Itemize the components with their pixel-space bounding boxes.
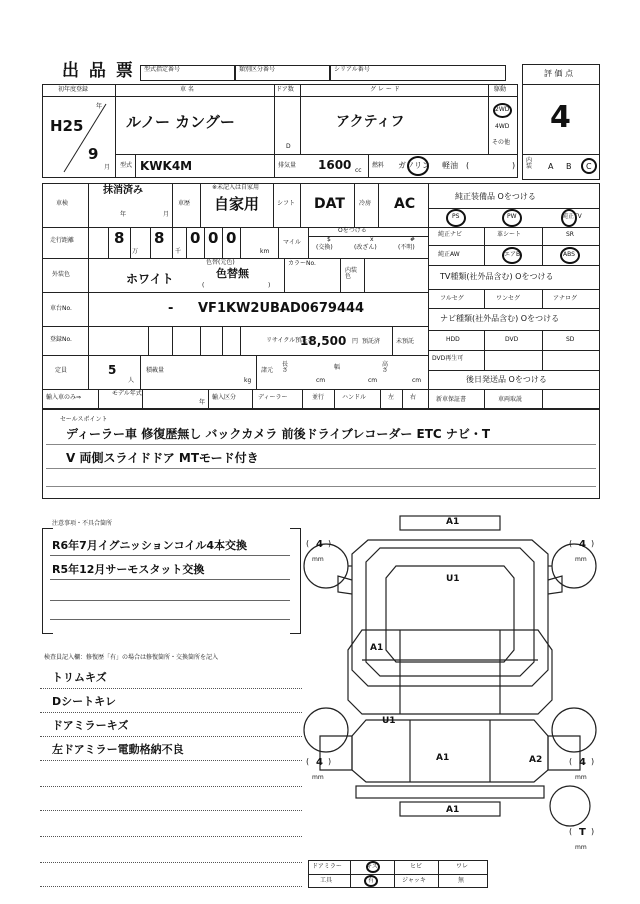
- eq-pw: PW: [507, 213, 517, 220]
- shift-value: DAT: [314, 196, 345, 212]
- eq-tv: 純正TV: [562, 213, 582, 220]
- interior-b: B: [566, 162, 572, 171]
- damage-mark-left-side: A1: [370, 643, 384, 653]
- inspection-year-unit: 年: [120, 211, 127, 218]
- spare-tire-unit: mm: [575, 844, 587, 851]
- tire-rr-unit: mm: [575, 774, 587, 781]
- mileage-digit-3: 0: [190, 229, 201, 247]
- month-suffix: 月: [104, 164, 111, 171]
- capacity-value: 5: [108, 363, 117, 377]
- eval-score: 4: [550, 100, 571, 135]
- length-label: 長さ: [282, 361, 289, 374]
- mileage-c1: (交換): [316, 244, 333, 251]
- tools-present: 有: [368, 877, 375, 884]
- recycle-value: 18,500: [300, 334, 347, 348]
- eq-airbag: エアB: [504, 251, 521, 258]
- damage-mark-side-trim: U1: [382, 716, 396, 726]
- spare-tire-mark: T: [579, 827, 586, 838]
- ac-value: AC: [394, 196, 416, 212]
- navi-label: ナビ種類(社外品含む) Oをつける: [440, 314, 560, 323]
- inspection-month-unit: 月: [163, 211, 170, 218]
- tools-label: 工具: [320, 877, 333, 884]
- jack-label: ジャッキ: [402, 877, 426, 884]
- grade-value: アクティフ: [336, 114, 405, 130]
- tire-fl-paren-close: ): [328, 539, 332, 548]
- repaint-paren-open: (: [202, 282, 205, 289]
- import-year-unit: 年: [199, 399, 206, 406]
- mileage-c2-mark: x: [370, 236, 374, 243]
- tire-fl-depth: 4: [316, 539, 323, 550]
- car-name-value: ルノー カングー: [126, 113, 235, 131]
- eq-leather: 革シート: [497, 231, 522, 238]
- interior-c-circle: [581, 158, 597, 174]
- mileage-unit-man: 万: [132, 248, 139, 255]
- displacement-label: 排気量: [278, 162, 297, 169]
- mileage-c3: (不明): [398, 244, 415, 251]
- tire-fl-paren-open: (: [306, 539, 310, 548]
- navi-hdd: HDD: [446, 336, 460, 343]
- tv-analog: アナログ: [553, 295, 578, 302]
- capacity-label: 定員: [55, 367, 68, 374]
- tire-rr-depth: 4: [579, 757, 586, 768]
- interior-a: A: [548, 162, 554, 171]
- chassis-dash: -: [168, 301, 174, 316]
- spare-paren-close: ): [591, 827, 595, 836]
- car-damage-diagram: [300, 510, 600, 840]
- jack-none: 無: [458, 877, 465, 884]
- tire-fr-unit: mm: [575, 556, 587, 563]
- serial-label: シリアル番号: [334, 66, 370, 73]
- eq-ps-circle: [446, 209, 466, 227]
- grade-label: グ レ ー ド: [370, 86, 400, 93]
- handle-right: 右: [410, 394, 417, 401]
- color-value: ホワイト: [126, 272, 174, 286]
- tv-fullseg: フルセグ: [440, 295, 464, 302]
- interior-label: 内装: [526, 157, 533, 170]
- tire-fr-depth: 4: [579, 539, 586, 550]
- history-value: 自家用: [214, 195, 260, 213]
- displacement-unit: cc: [355, 167, 362, 174]
- notes-line-1: R6年7月イグニッションコイル4本交換: [52, 539, 248, 552]
- dvd-label: DVD再生可: [432, 355, 464, 362]
- tire-rl-unit: mm: [312, 774, 324, 781]
- tire-fr-paren-close: ): [591, 539, 595, 548]
- repaint-label: 色替(元色): [206, 259, 235, 266]
- mileage-c1-mark: $: [327, 236, 331, 243]
- tv-oneseg: ワンセグ: [496, 295, 521, 302]
- mileage-digit-5: 0: [226, 229, 237, 247]
- tire-fr-paren-open: (: [569, 539, 573, 548]
- damage-mark-rear-center: A1: [436, 753, 450, 763]
- drive-4wd: 4WD: [495, 123, 510, 130]
- interior-c: C: [586, 162, 592, 171]
- eq-pw-circle: [502, 209, 522, 227]
- notes-label: 注意事項・不具合箇所: [52, 520, 113, 527]
- dims-label: 諸元: [261, 367, 274, 374]
- inspector-line-3: ドアミラーキズ: [52, 719, 129, 732]
- width-label: 幅: [334, 364, 341, 371]
- recycle-deposited: 預託済: [362, 338, 381, 345]
- after-label: 後日発送品 Oをつける: [466, 375, 547, 384]
- model-year-label: モデル年式: [112, 390, 142, 397]
- mileage-c3-mark: #: [410, 236, 416, 243]
- spare-paren-open: (: [569, 827, 573, 836]
- mileage-c2: (改ざん): [354, 244, 377, 251]
- length-cm: cm: [316, 377, 326, 384]
- fuel-label: 燃料: [372, 162, 385, 169]
- ac-label: 冷房: [359, 200, 372, 207]
- damage-mark-front-bumper: A1: [446, 517, 460, 527]
- chassis-value: VF1KW2UBAD0679444: [198, 301, 365, 316]
- repaint-value: 色替無: [216, 267, 249, 280]
- fuel-paren-open: (: [466, 161, 470, 170]
- fuel-diesel: 軽油: [442, 161, 458, 170]
- first-reg-month: 9: [88, 145, 99, 163]
- inspector-label: 検査員記入欄：修復歴「有」の場合は修復箇所・交換箇所を記入: [44, 654, 219, 661]
- class-num-label: 類別区分番号: [239, 66, 276, 73]
- sales-point-line-1: ディーラー車 修復歴無し バックカメラ 前後ドライブレコーダー ETC ナビ・T: [66, 427, 491, 441]
- eq-aw: 純正AW: [438, 251, 460, 258]
- notes-line-2: R5年12月サーモスタット交換: [52, 563, 205, 576]
- repaint-paren-close: ): [268, 282, 271, 289]
- mileage-digit-1: 8: [114, 229, 125, 247]
- inspector-line-4: 左ドアミラー電動格納不良: [52, 743, 184, 756]
- recycle-label: リサイクル預託金: [266, 337, 314, 344]
- inspection-label: 車検: [56, 200, 69, 207]
- import-dealer: ディーラー: [258, 394, 288, 401]
- eq-abs-circle: [560, 247, 580, 264]
- tools-present-circle: [364, 875, 378, 887]
- fuel-gasoline-circle: [407, 156, 429, 176]
- capacity-unit: 人: [128, 377, 135, 384]
- car-name-label: 車 名: [180, 86, 194, 93]
- model-label: 型式: [120, 162, 133, 169]
- eq-sr: SR: [566, 231, 574, 238]
- vehicle-manual: 車両取説: [498, 396, 523, 403]
- import-parallel: 並行: [312, 394, 325, 401]
- tire-rr-paren-close: ): [591, 757, 595, 766]
- tire-rl-paren-open: (: [306, 757, 310, 766]
- mileage-digit-4: 0: [208, 229, 219, 247]
- eq-ps: PS: [452, 213, 460, 220]
- tv-label: TV種類(社外品含む) Oをつける: [440, 272, 554, 281]
- inspector-line-2: Dシートキレ: [52, 695, 117, 708]
- eval-label: 評 価 点: [544, 69, 574, 78]
- new-warranty: 新車保証書: [436, 396, 467, 403]
- sales-point-label: セールスポイント: [60, 416, 108, 423]
- history-label: 車歴: [178, 200, 191, 207]
- mileage-label: 走行距離: [50, 237, 75, 244]
- inspection-value: 抹消済み: [103, 185, 143, 196]
- eq-tv-circle: [561, 209, 577, 227]
- doors-value: D: [286, 143, 291, 150]
- recycle-unit: 円: [352, 338, 359, 345]
- shift-label: シフト: [277, 200, 296, 207]
- history-note: ※未記入は自家用: [212, 184, 260, 191]
- mirror-scratch: キズ: [366, 863, 378, 870]
- eq-airbag-circle: [502, 247, 522, 264]
- navi-dvd: DVD: [505, 336, 519, 343]
- damage-mark-rear-right: A2: [529, 755, 543, 765]
- interior-color-label: 内装色: [345, 267, 358, 280]
- damage-mark-rear-bumper: A1: [446, 805, 460, 815]
- eq-abs: ABS: [563, 251, 575, 258]
- type-cert-label: 型式指定番号: [144, 66, 181, 73]
- tire-rl-paren-close: ): [328, 757, 332, 766]
- sales-point-line-2: V 両側スライドドア MTモード付き: [66, 451, 259, 465]
- first-reg-label: 初年度登録: [58, 86, 89, 93]
- mileage-digit-2: 8: [154, 229, 165, 247]
- doors-label: ドア数: [276, 86, 294, 93]
- first-reg-year: H25: [50, 117, 84, 135]
- tire-fl-unit: mm: [312, 556, 324, 563]
- mirror-label: ドアミラー: [312, 863, 342, 870]
- mileage-unit-km: km: [260, 248, 270, 255]
- tire-rl-depth: 4: [316, 757, 323, 768]
- height-label: 高さ: [382, 361, 389, 374]
- navi-sd: SD: [566, 336, 575, 343]
- load-unit: kg: [244, 377, 252, 384]
- year-suffix: 年: [96, 103, 103, 110]
- chassis-label: 車台No.: [50, 305, 72, 312]
- mirror-crack: ヒビ: [410, 863, 423, 870]
- import-class-label: 輸入区分: [212, 394, 237, 401]
- genuine-label: 純正装備品 Oをつける: [455, 192, 536, 201]
- handle-label: ハンドル: [342, 394, 367, 401]
- tire-rr-paren-open: (: [569, 757, 573, 766]
- damage-mark-roof: U1: [446, 574, 460, 584]
- form-title: 出 品 票: [62, 61, 135, 81]
- mileage-unit-sen: 千: [175, 248, 182, 255]
- load-label: 積載量: [146, 367, 165, 374]
- width-cm: cm: [368, 377, 378, 384]
- recycle-not-deposited: 未預託: [396, 338, 415, 345]
- color-label: 外装色: [52, 271, 71, 278]
- height-cm: cm: [412, 377, 422, 384]
- drive-label: 駆動: [494, 86, 507, 93]
- fuel-paren-close: ): [512, 161, 516, 170]
- registration-label: 登録No.: [50, 336, 72, 343]
- inspector-line-1: トリムキズ: [52, 671, 107, 684]
- mirror-break: ワレ: [456, 863, 469, 870]
- fuel-gasoline: ガソリン: [398, 161, 430, 170]
- displacement-value: 1600: [318, 158, 352, 172]
- mile-label: マイル: [283, 239, 301, 246]
- handle-left: 左: [388, 394, 395, 401]
- drive-other: その他: [492, 139, 511, 146]
- import-label: 輸入車のみ⇒: [46, 394, 82, 401]
- drive-2wd: 2WD: [495, 106, 510, 113]
- model-value: KWK4M: [140, 159, 193, 173]
- mileage-circle-note: Oをつける: [338, 227, 367, 234]
- mirror-scratch-circle: [366, 861, 380, 873]
- color-no-label: カラーNo.: [288, 260, 316, 267]
- eq-navi: 純正ナビ: [438, 231, 463, 238]
